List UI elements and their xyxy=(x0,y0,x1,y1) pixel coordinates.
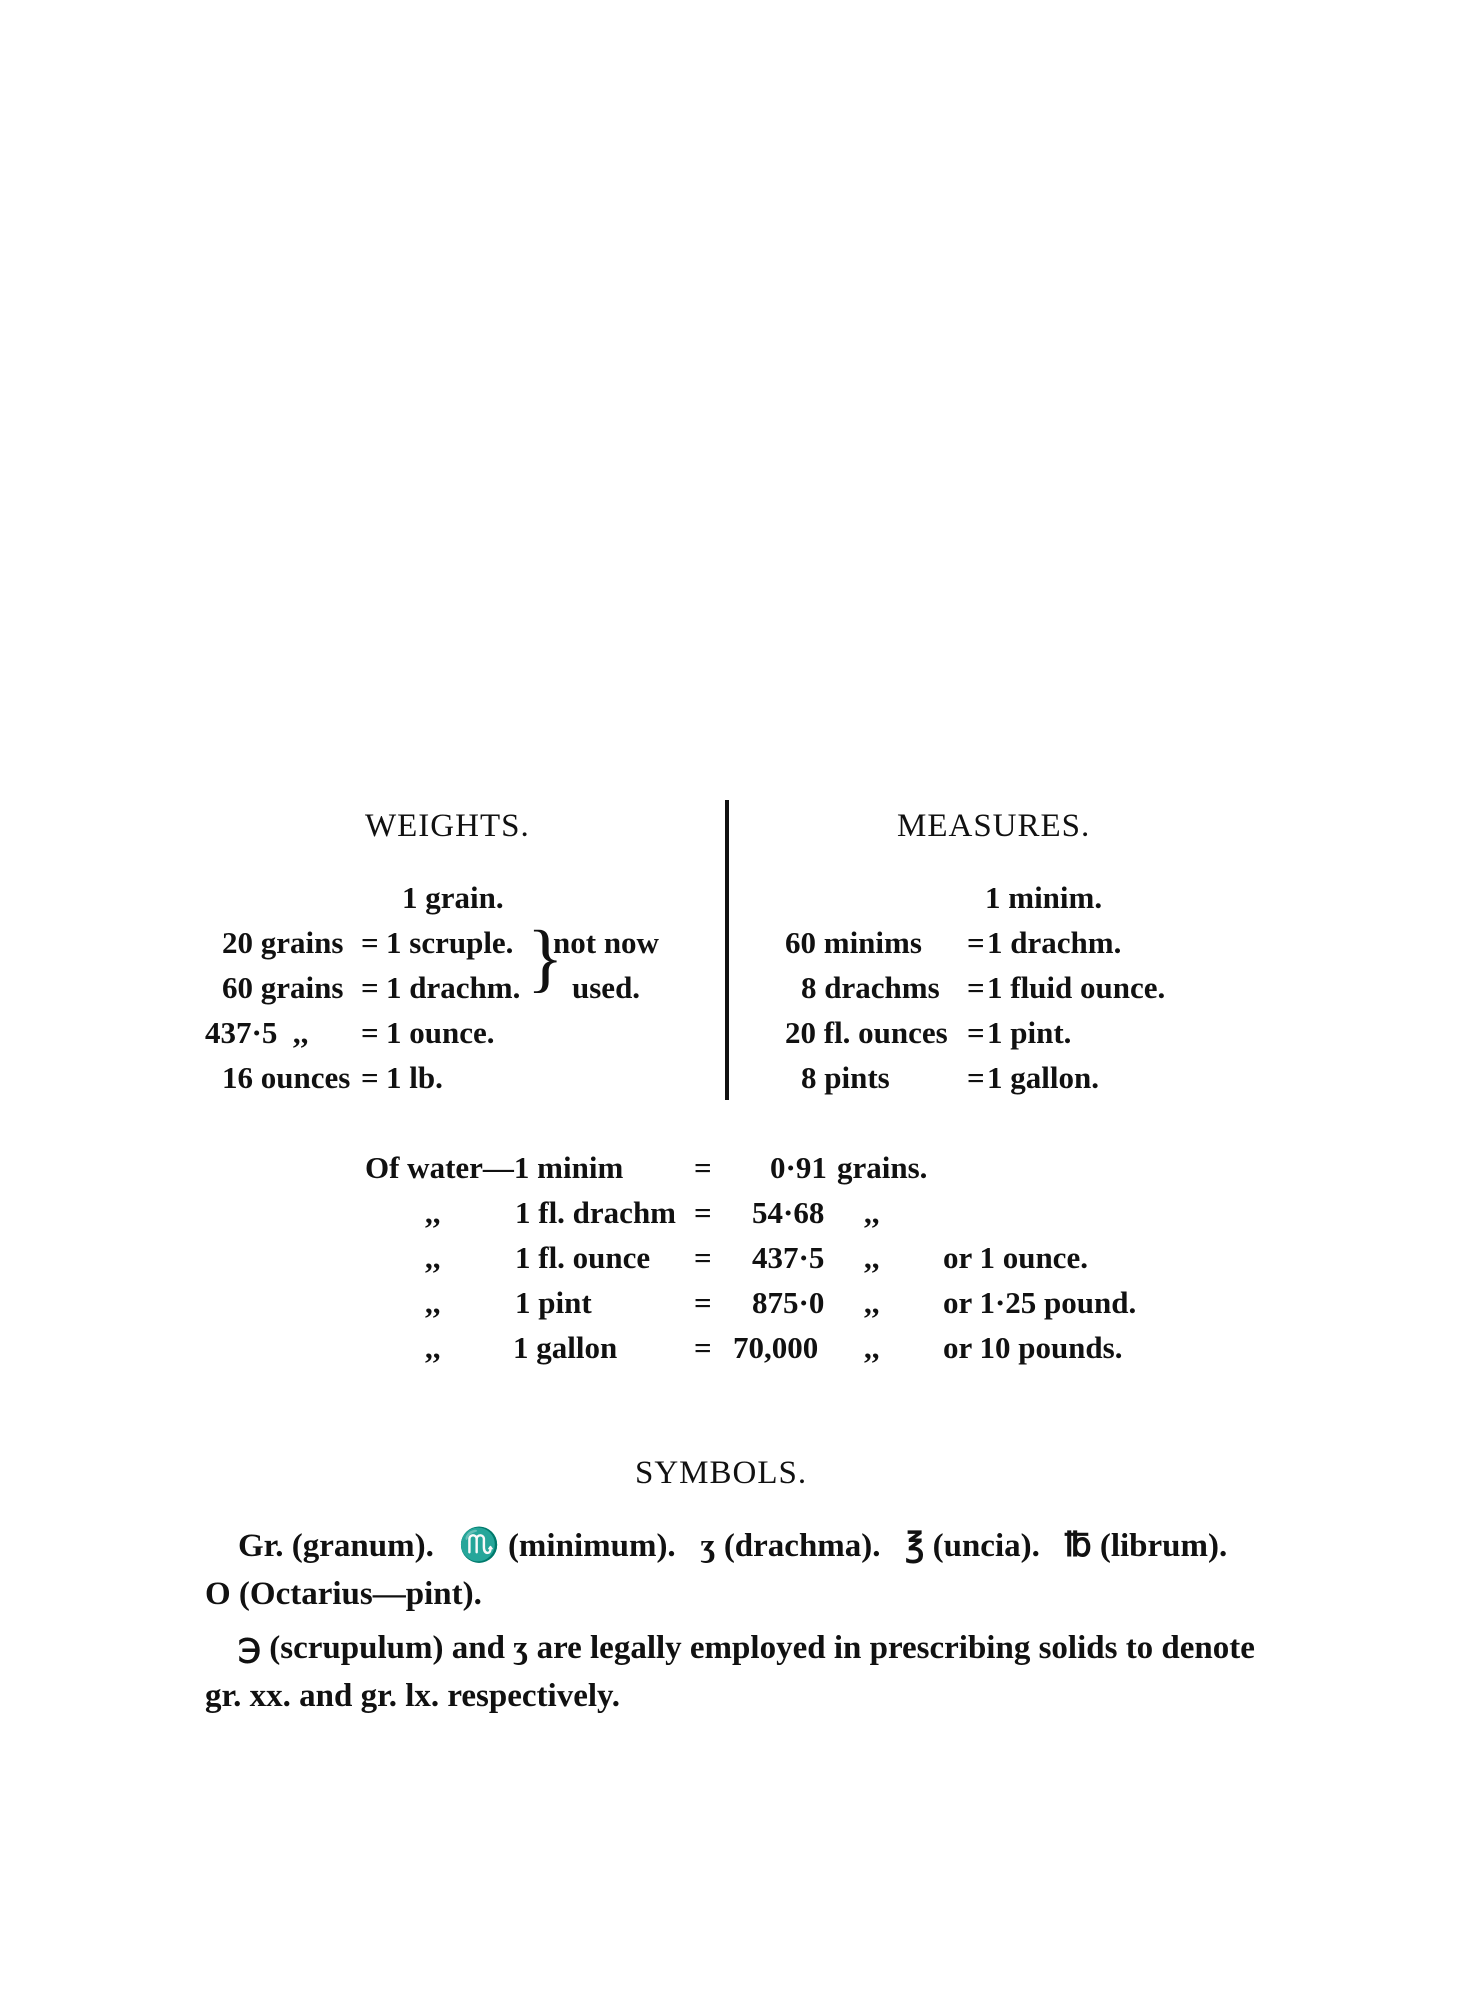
water-row-4-ditto: ,, xyxy=(425,1285,441,1320)
weights-row-2-left: 20 grains xyxy=(222,925,344,960)
symbols-line-2: O (Octarius—pint). xyxy=(205,1576,482,1612)
weights-row-3-left: 60 grains xyxy=(222,970,344,1005)
water-row-5-label: 1 gallon xyxy=(513,1330,618,1365)
water-row-1-value: 0·91 xyxy=(770,1150,827,1185)
water-row-4-unit: ,, xyxy=(864,1285,880,1320)
water-row-2-eq: = xyxy=(694,1195,712,1230)
symbols-heading: SYMBOLS. xyxy=(635,1455,808,1491)
water-row-1-unit: grains. xyxy=(837,1150,928,1185)
water-row-5-ditto: ,, xyxy=(425,1330,441,1365)
water-row-5-eq: = xyxy=(694,1330,712,1365)
water-row-3-eq: = xyxy=(694,1240,712,1275)
weights-row-3-right: 1 drachm. xyxy=(386,970,521,1005)
measures-row-5-left: 8 pints xyxy=(801,1060,890,1095)
measures-row-5-eq: = xyxy=(967,1060,985,1095)
measures-heading: MEASURES. xyxy=(897,808,1091,844)
weights-row-4-right: 1 ounce. xyxy=(386,1015,495,1050)
water-row-1-label: Of water—1 minim xyxy=(365,1150,624,1185)
measures-row-3-right: 1 fluid ounce. xyxy=(987,970,1166,1005)
water-row-3-value: 437·5 xyxy=(752,1240,825,1275)
measures-row-4-eq: = xyxy=(967,1015,985,1050)
water-row-2-unit: ,, xyxy=(864,1195,880,1230)
water-row-4-value: 875·0 xyxy=(752,1285,825,1320)
weights-row-2-right: 1 scruple. xyxy=(386,925,514,960)
measures-row-3-eq: = xyxy=(967,970,985,1005)
measures-row-2-right: 1 drachm. xyxy=(987,925,1122,960)
measures-row-4-right: 1 pint. xyxy=(987,1015,1072,1050)
symbols-line-4: gr. xx. and gr. lx. respectively. xyxy=(205,1678,620,1714)
symbols-line-3: ℈ (scrupulum) and ʒ are legally employed in prescribing solids to denote xyxy=(238,1630,1255,1666)
water-row-4-note: or 1·25 pound. xyxy=(943,1285,1137,1320)
water-row-2-ditto: ,, xyxy=(425,1195,441,1230)
water-row-5-value: 70,000 xyxy=(733,1330,819,1365)
measures-row-3-left: 8 drachms xyxy=(801,970,940,1005)
water-row-3-note: or 1 ounce. xyxy=(943,1240,1088,1275)
weights-row-5-right: 1 lb. xyxy=(386,1060,443,1095)
water-row-5-note: or 10 pounds. xyxy=(943,1330,1123,1365)
weights-row-1-right: 1 grain. xyxy=(402,880,504,915)
water-row-3-ditto: ,, xyxy=(425,1240,441,1275)
measures-row-2-left: 60 minims xyxy=(785,925,922,960)
water-row-2-label: 1 fl. drachm xyxy=(515,1195,677,1230)
water-row-2-value: 54·68 xyxy=(752,1195,825,1230)
measures-row-1-right: 1 minim. xyxy=(985,880,1103,915)
measures-row-4-left: 20 fl. ounces xyxy=(785,1015,948,1050)
weights-row-5-eq: = xyxy=(361,1060,379,1095)
symbols-line-1: Gr. (granum). ♏ (minimum). ʒ (drachma). ℥ (uncia). ℔ (librum). xyxy=(238,1528,1228,1564)
brace-icon: } xyxy=(527,916,564,1000)
weights-heading: WEIGHTS. xyxy=(365,808,530,844)
weights-row-2-eq: = xyxy=(361,925,379,960)
water-row-3-label: 1 fl. ounce xyxy=(515,1240,651,1275)
weights-note-line-2: used. xyxy=(572,970,641,1005)
weights-row-4-eq: = xyxy=(361,1015,379,1050)
weights-row-5-left: 16 ounces xyxy=(222,1060,351,1095)
measures-row-5-right: 1 gallon. xyxy=(987,1060,1099,1095)
weights-row-4-left: 437·5 ,, xyxy=(205,1015,309,1050)
water-row-3-unit: ,, xyxy=(864,1240,880,1275)
water-row-1-eq: = xyxy=(694,1150,712,1185)
weights-note-line-1: not now xyxy=(553,925,659,960)
weights-row-3-eq: = xyxy=(361,970,379,1005)
measures-row-2-eq: = xyxy=(967,925,985,960)
column-divider xyxy=(725,800,729,1100)
water-row-5-unit: ,, xyxy=(864,1330,880,1365)
water-row-4-label: 1 pint xyxy=(515,1285,592,1320)
water-row-4-eq: = xyxy=(694,1285,712,1320)
